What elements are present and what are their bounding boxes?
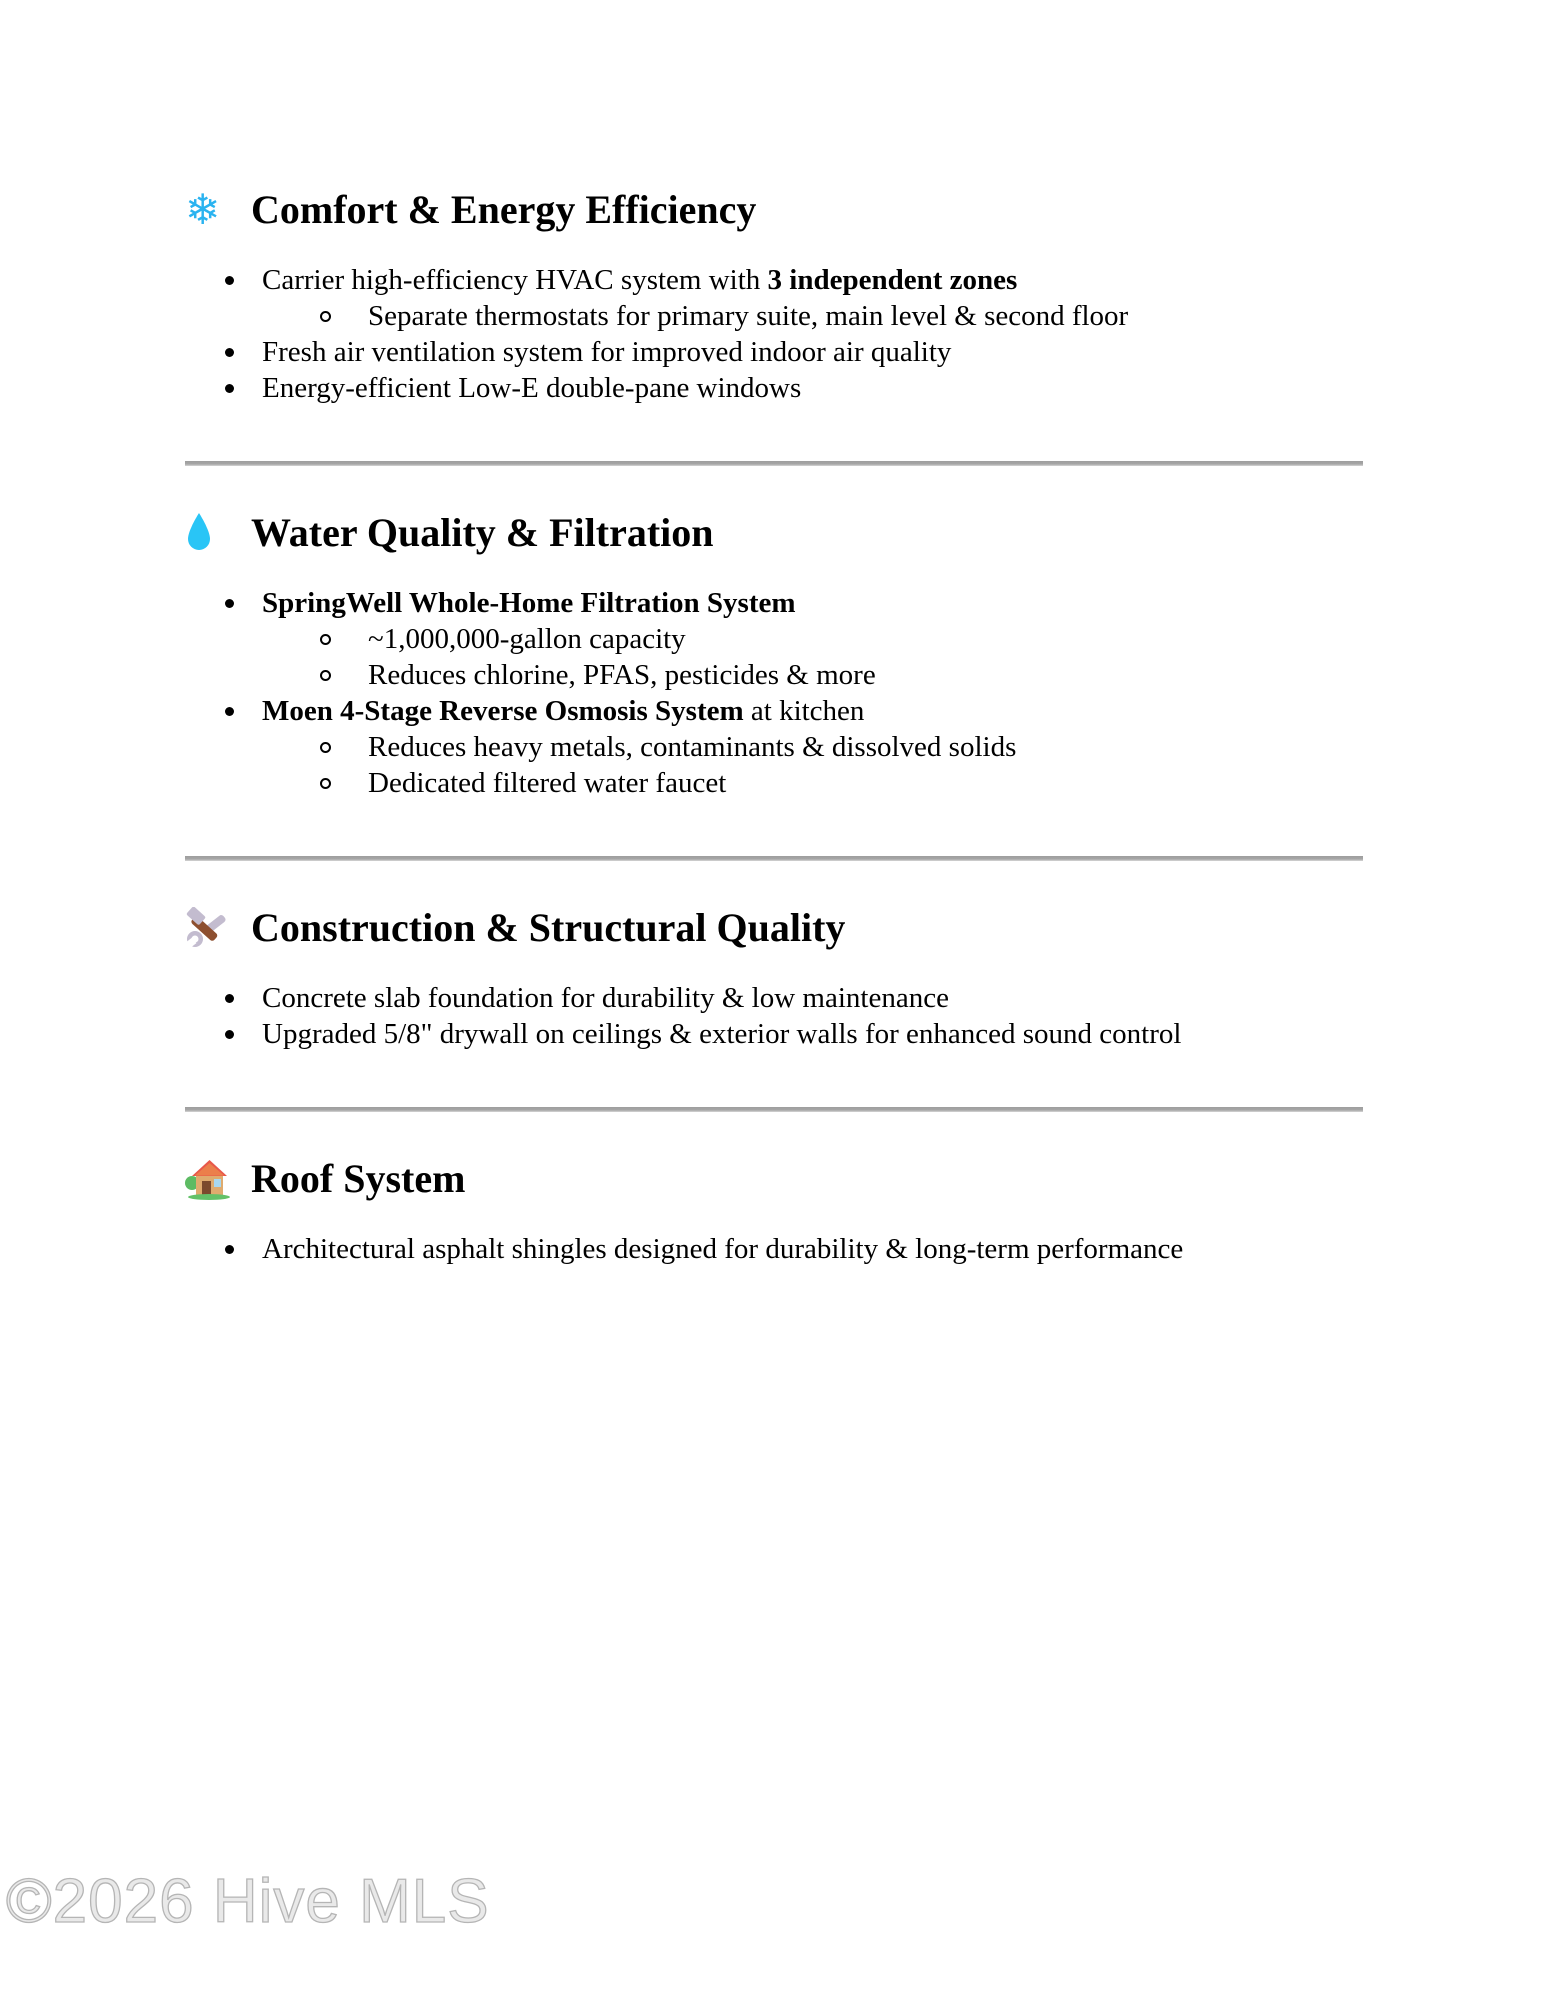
bullet-marker — [225, 1231, 262, 1267]
section-heading — [185, 509, 1365, 557]
bullet-marker — [225, 262, 262, 298]
list-item — [185, 262, 1365, 298]
bullet-list — [185, 585, 1365, 801]
sub-bullet-marker — [320, 765, 368, 801]
sub-list-item — [185, 657, 1365, 693]
list-item-text: Dedicated filtered water faucet — [368, 767, 727, 799]
hammer-wrench-icon — [185, 907, 233, 949]
sub-list-item — [185, 621, 1365, 657]
mls-watermark: ©2026 Hive MLS — [6, 1867, 490, 1936]
section-roof — [185, 1155, 1365, 1267]
bullet-marker — [225, 370, 262, 406]
section-title: Roof System — [251, 1156, 466, 1201]
list-item — [185, 585, 1365, 621]
section-construction — [185, 904, 1365, 1052]
section-divider — [185, 1107, 1363, 1112]
list-item-text: Separate thermostats for primary suite, main level & second floor — [368, 300, 1129, 332]
list-item-text: Concrete slab foundation for durability & low maintenance — [262, 982, 949, 1014]
snowflake-icon: ❄ — [185, 185, 221, 234]
sub-bullet-marker — [320, 621, 368, 657]
section-title: Comfort & Energy Efficiency — [251, 187, 757, 232]
section-title: Water Quality & Filtration — [251, 510, 714, 555]
list-item — [185, 1231, 1365, 1267]
section-divider — [185, 856, 1363, 861]
bullet-marker — [225, 1016, 262, 1052]
bullet-list — [185, 262, 1365, 406]
bullet-marker — [225, 980, 262, 1016]
sub-bullet-marker — [320, 657, 368, 693]
section-heading — [185, 186, 1365, 234]
sub-list-item — [185, 765, 1365, 801]
list-item-text: SpringWell Whole-Home Filtration System — [262, 587, 796, 619]
sub-bullet-marker — [320, 729, 368, 765]
bullet-marker — [225, 693, 262, 729]
list-item-text: Architectural asphalt shingles designed for durability & long-term performance — [262, 1233, 1184, 1265]
house-garden-icon — [185, 1158, 233, 1200]
list-item-text: Energy-efficient Low-E double-pane windows — [262, 372, 802, 404]
list-item-text: Reduces heavy metals, contaminants & dissolved solids — [368, 731, 1017, 763]
list-item-text: Upgraded 5/8" drywall on ceilings & exterior walls for enhanced sound control — [262, 1018, 1182, 1050]
list-item — [185, 334, 1365, 370]
bullet-marker — [225, 585, 262, 621]
section-comfort-energy — [185, 186, 1365, 406]
list-item-text: Moen 4-Stage Reverse Osmosis System at kitchen — [262, 695, 865, 727]
list-item — [185, 693, 1365, 729]
water-drop-icon — [185, 512, 233, 554]
list-item-text: Reduces chlorine, PFAS, pesticides & more — [368, 659, 876, 691]
sub-list-item — [185, 729, 1365, 765]
document-content — [185, 0, 1365, 1267]
section-divider — [185, 461, 1363, 466]
list-item-text: Fresh air ventilation system for improved indoor air quality — [262, 336, 952, 368]
sub-list-item — [185, 298, 1365, 334]
bullet-list — [185, 980, 1365, 1052]
sub-bullet-marker — [320, 298, 368, 334]
section-title: Construction & Structural Quality — [251, 905, 846, 950]
list-item — [185, 370, 1365, 406]
bullet-marker — [225, 334, 262, 370]
list-item-text: ~1,000,000-gallon capacity — [368, 623, 686, 655]
list-item — [185, 1016, 1365, 1052]
list-item-text: Carrier high-efficiency HVAC system with 3 independent zones — [262, 264, 1018, 296]
section-water-quality — [185, 509, 1365, 801]
section-heading — [185, 1155, 1365, 1203]
bullet-list — [185, 1231, 1365, 1267]
section-heading — [185, 904, 1365, 952]
list-item — [185, 980, 1365, 1016]
